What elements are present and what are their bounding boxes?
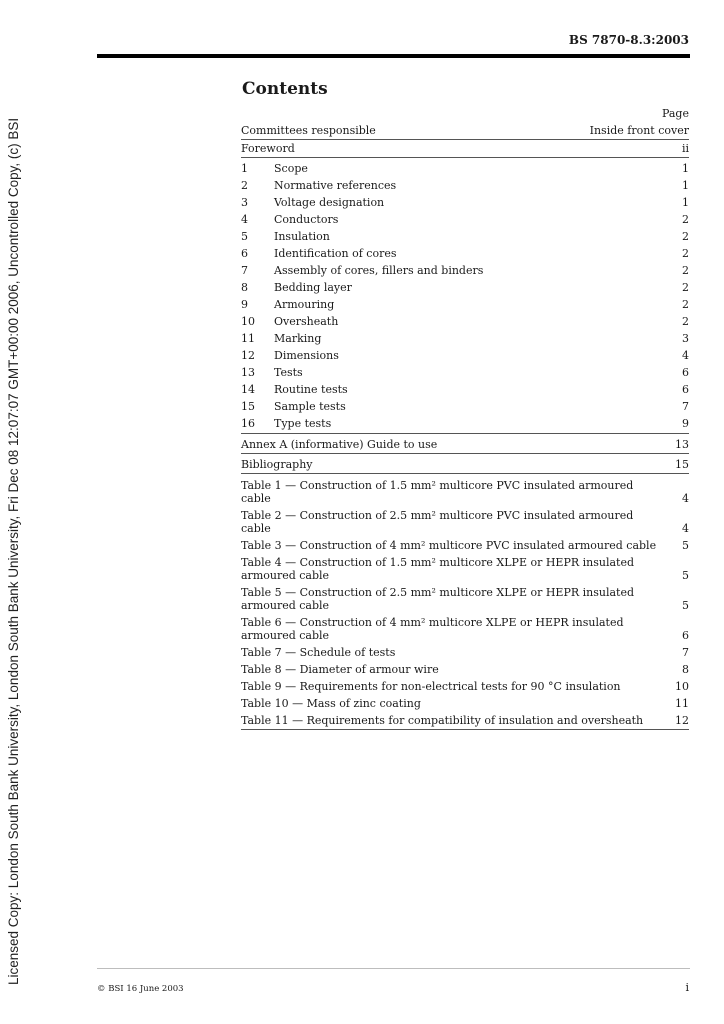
clause-title: Normative references (274, 179, 397, 192)
clause-number: 12 (241, 349, 255, 362)
clause-page: 1 (682, 196, 689, 209)
clause-number: 16 (241, 417, 255, 430)
toc-table-entry (241, 477, 689, 507)
table-entry-page: 4 (682, 492, 689, 505)
footer-page-number: i (685, 981, 689, 994)
toc-table-entry (241, 507, 689, 537)
clause-page: 7 (682, 400, 689, 413)
clause-number: 14 (241, 383, 255, 396)
toc-clause (241, 228, 689, 245)
toc-clause (241, 364, 689, 381)
toc-clause (241, 347, 689, 364)
table-entry-page: 10 (675, 680, 689, 693)
clause-title: Scope (274, 162, 308, 175)
table-entry-page: 4 (682, 522, 689, 535)
table-entry-title: Table 9 — Requirements for non-electrical tests for 90 °C insulation (241, 680, 621, 693)
toc-entry-bibliography (241, 456, 689, 473)
table-entry-title: Table 10 — Mass of zinc coating (241, 697, 421, 710)
clause-number: 11 (241, 332, 255, 345)
clause-number: 8 (241, 281, 248, 294)
clause-number: 1 (241, 162, 248, 175)
toc-table-entry (241, 554, 689, 584)
clause-page: 9 (682, 417, 689, 430)
toc-entry-page: ii (681, 142, 689, 155)
table-entry-title: Table 1 — Construction of 1.5 mm² multicore PVC insulated armoured cable (241, 479, 634, 505)
table-entry-page: 5 (682, 539, 689, 552)
clause-title: Voltage designation (274, 196, 385, 209)
clause-title: Assembly of cores, fillers and binders (274, 264, 484, 277)
page-title: Contents (242, 79, 328, 99)
clause-title: Routine tests (274, 383, 348, 396)
toc-bibliography-block (241, 454, 689, 474)
toc-annex-block (241, 434, 689, 454)
clause-number: 13 (241, 366, 255, 379)
toc-clause (241, 262, 689, 279)
toc-clause (241, 330, 689, 347)
clause-page: 3 (682, 332, 689, 345)
clause-title: Tests (274, 366, 303, 379)
clause-page: 2 (682, 298, 689, 311)
toc-clause (241, 194, 689, 211)
clause-number: 10 (241, 315, 255, 328)
clause-title: Bedding layer (274, 281, 352, 294)
toc-clause (241, 415, 689, 432)
table-entry-title: Table 3 — Construction of 4 mm² multicore PVC insulated armoured cable (241, 539, 657, 552)
clause-title: Oversheath (274, 315, 339, 328)
toc-table-entry (241, 695, 689, 712)
clause-number: 7 (241, 264, 248, 277)
toc-entry-page: Inside front cover (589, 124, 689, 137)
table-entry-page: 11 (675, 697, 689, 710)
toc-entry-title: Annex A (informative) Guide to use (241, 438, 438, 451)
table-entry-title: Table 2 — Construction of 2.5 mm² multicore PVC insulated armoured cable (241, 509, 634, 535)
toc-table-entry (241, 712, 689, 729)
toc-entry-title: Committees responsible (241, 124, 376, 137)
table-entry-title: Table 5 — Construction of 2.5 mm² multicore XLPE or HEPR insulated armoured cable (241, 586, 635, 612)
table-entry-title: Table 7 — Schedule of tests (241, 646, 396, 659)
clause-title: Dimensions (274, 349, 339, 362)
footer-rule (97, 968, 690, 969)
toc-entry-foreword (241, 140, 689, 158)
toc-table-entry (241, 614, 689, 644)
standard-number: BS 7870-8.3:2003 (568, 33, 689, 47)
table-entry-title: Table 8 — Diameter of armour wire (241, 663, 439, 676)
toc-clause (241, 177, 689, 194)
toc-clause (241, 160, 689, 177)
license-watermark: Licensed Copy: London South Bank University, London South Bank University, Fri Dec 08 12:07:07 GMT+00:00 2006, Uncontrolled Copy, (c) BSI (6, 117, 21, 985)
toc-clause (241, 398, 689, 415)
table-entry-page: 6 (682, 629, 689, 642)
clause-page: 1 (682, 179, 689, 192)
table-of-contents (241, 122, 689, 730)
toc-clause (241, 381, 689, 398)
clause-page: 2 (682, 281, 689, 294)
clause-page: 6 (682, 366, 689, 379)
toc-entry-title: Foreword (241, 142, 295, 155)
toc-table-list (241, 474, 689, 730)
toc-clause (241, 211, 689, 228)
clause-number: 6 (241, 247, 248, 260)
table-entry-title: Table 6 — Construction of 4 mm² multicore XLPE or HEPR insulated armoured cable (241, 616, 624, 642)
clause-number: 9 (241, 298, 248, 311)
clause-title: Identification of cores (274, 247, 397, 260)
clause-title: Type tests (274, 417, 332, 430)
table-entry-title: Table 11 — Requirements for compatibility of insulation and oversheath (241, 714, 644, 727)
clause-number: 3 (241, 196, 248, 209)
toc-table-entry (241, 678, 689, 695)
table-entry-page: 12 (675, 714, 689, 727)
toc-entry-committees (241, 122, 689, 140)
clause-page: 6 (682, 383, 689, 396)
clause-page: 2 (682, 230, 689, 243)
clause-page: 2 (682, 247, 689, 260)
clause-page: 2 (682, 213, 689, 226)
clause-page: 4 (682, 349, 689, 362)
toc-clause (241, 296, 689, 313)
toc-entry-title: Bibliography (241, 458, 313, 471)
clause-number: 4 (241, 213, 248, 226)
toc-table-entry (241, 661, 689, 678)
clause-page: 2 (682, 264, 689, 277)
clause-number: 15 (241, 400, 255, 413)
page-column-label: Page (661, 107, 689, 120)
clause-title: Armouring (274, 298, 335, 311)
clause-page: 1 (682, 162, 689, 175)
toc-entry-page: 15 (675, 458, 689, 471)
clause-title: Sample tests (274, 400, 346, 413)
clause-title: Marking (274, 332, 322, 345)
table-entry-page: 5 (682, 599, 689, 612)
toc-table-entry (241, 537, 689, 554)
toc-entry-page: 13 (675, 438, 689, 451)
table-entry-page: 8 (682, 663, 689, 676)
toc-entry-annex (241, 436, 689, 453)
clause-number: 5 (241, 230, 248, 243)
toc-clause (241, 313, 689, 330)
header-rule (97, 54, 690, 58)
clause-number: 2 (241, 179, 248, 192)
table-entry-page: 5 (682, 569, 689, 582)
clause-title: Insulation (274, 230, 330, 243)
toc-table-entry (241, 584, 689, 614)
footer-copyright: © BSI 16 June 2003 (97, 984, 184, 994)
toc-clause (241, 279, 689, 296)
table-entry-title: Table 4 — Construction of 1.5 mm² multicore XLPE or HEPR insulated armoured cable (241, 556, 635, 582)
toc-clause (241, 245, 689, 262)
table-entry-page: 7 (682, 646, 689, 659)
toc-clause-list (241, 158, 689, 434)
clause-title: Conductors (274, 213, 339, 226)
toc-table-entry (241, 644, 689, 661)
clause-page: 2 (682, 315, 689, 328)
